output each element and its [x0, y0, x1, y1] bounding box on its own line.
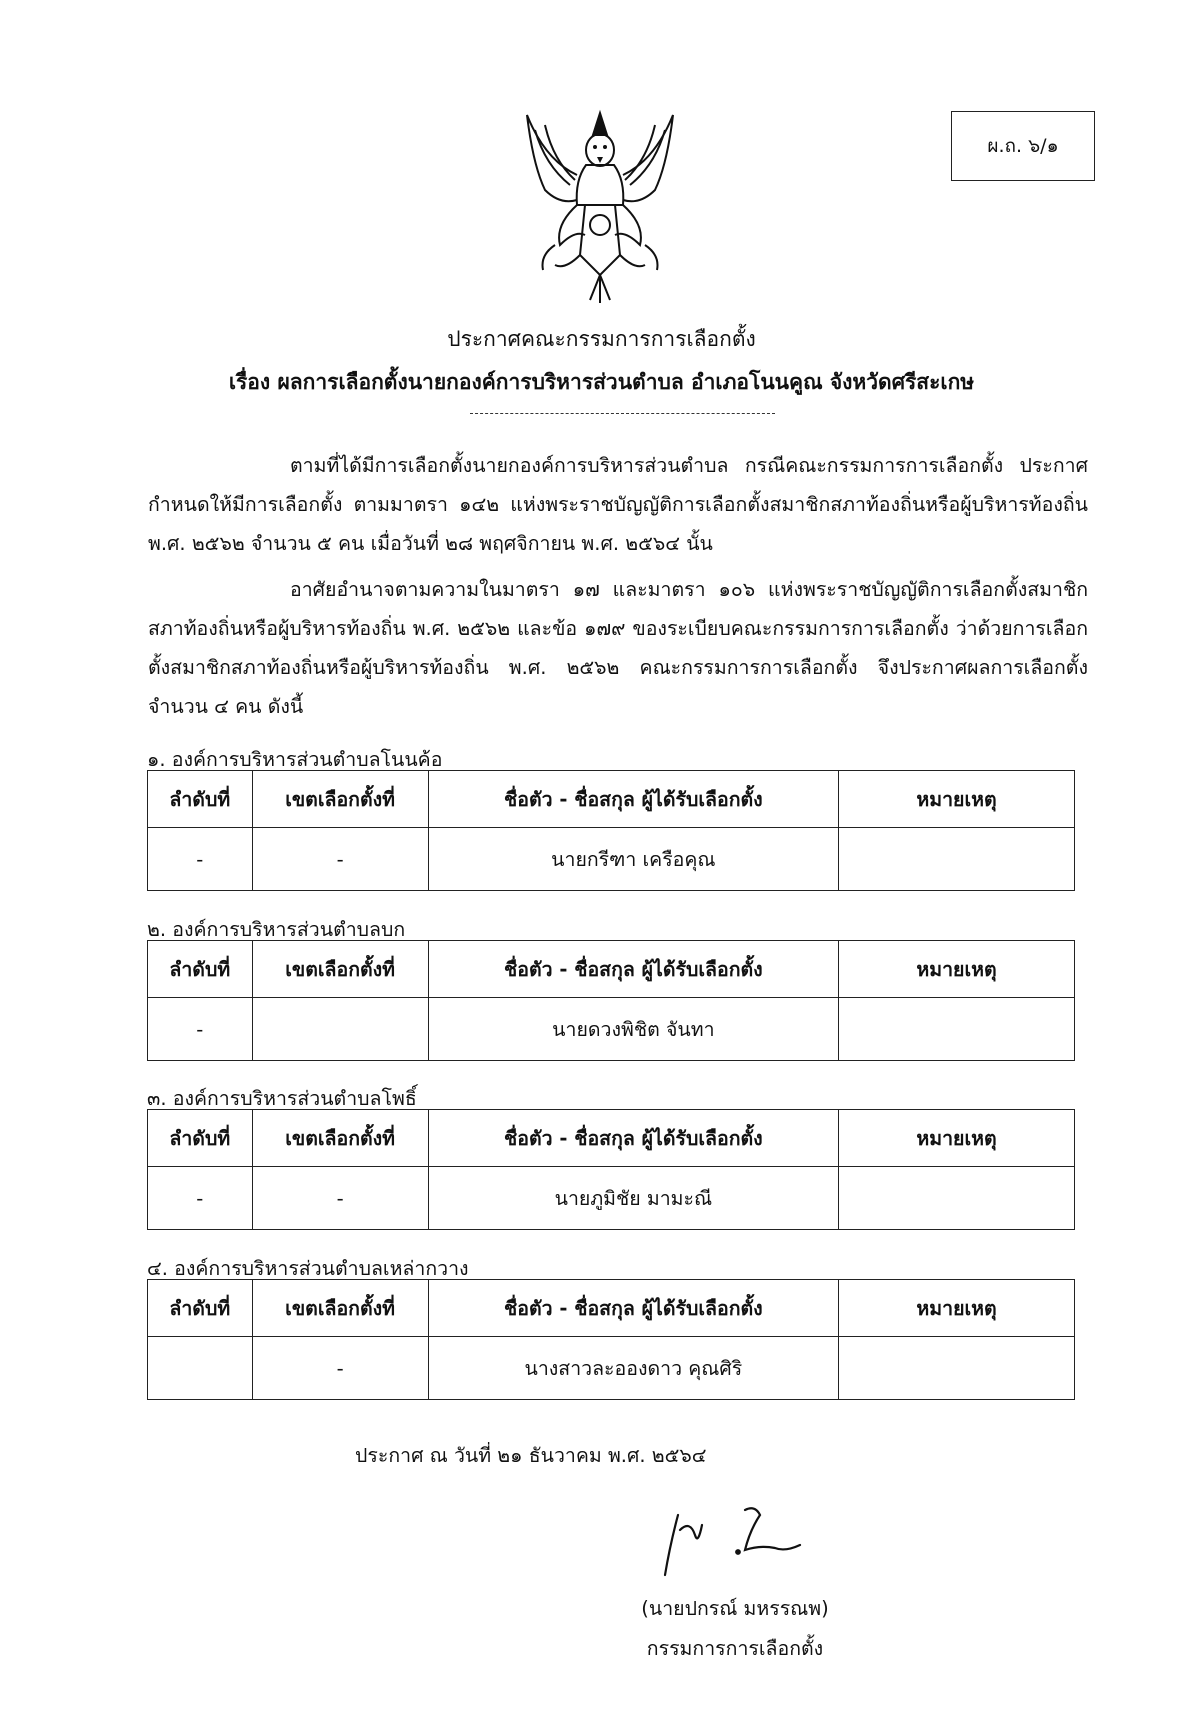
header-note: หมายเหตุ	[839, 1280, 1075, 1337]
cell-name: นายดวงพิชิต จันทา	[428, 998, 838, 1061]
header-note: หมายเหตุ	[839, 771, 1075, 828]
header-order: ลำดับที่	[148, 771, 253, 828]
result-table-2	[147, 940, 1075, 1061]
header-name: ชื่อตัว - ชื่อสกุล ผู้ได้รับเลือกตั้ง	[428, 1110, 838, 1167]
form-code: ผ.ถ. ๖/๑	[987, 135, 1059, 157]
paragraph-2-text: อาศัยอำนาจตามความในมาตรา ๑๗ และมาตรา ๑๐๖ แห่งพระราชบัญญัติการเลือกตั้งสมาชิกสภาท้องถิ่นหรือผู้บริหารท้องถิ่น พ.ศ. ๒๕๖๒ และข้อ ๑๗๙ ของระเบียบคณะกรรมการการเลือกตั้ง ว่าด้วยการเลือกตั้งสมาชิกสภาท้องถิ่นหรือผู้บริหารท้องถิ่น พ.ศ. ๒๕๖๒ คณะกรรมการการเลือกตั้ง จึงประกาศผลการเลือกตั้ง จำนวน ๔ คน ดังนี้	[148, 578, 1088, 718]
garuda-emblem-icon	[515, 105, 685, 305]
header-district: เขตเลือกตั้งที่	[252, 941, 428, 998]
form-code-box	[951, 111, 1095, 181]
signer-position: กรรมการการเลือกตั้ง	[646, 1637, 824, 1660]
header-district: เขตเลือกตั้งที่	[252, 771, 428, 828]
cell-note	[839, 998, 1075, 1061]
cell-district	[252, 998, 428, 1061]
section-2-label: ๒. องค์การบริหารส่วนตำบลบก	[147, 918, 406, 941]
announcement-title: ประกาศคณะกรรมการการเลือกตั้ง	[447, 327, 756, 351]
section-4-label: ๔. องค์การบริหารส่วนตำบลเหล่ากวาง	[147, 1257, 469, 1280]
header-name: ชื่อตัว - ชื่อสกุล ผู้ได้รับเลือกตั้ง	[428, 1280, 839, 1337]
cell-order	[148, 1337, 253, 1400]
cell-order: -	[148, 998, 253, 1061]
section-3-label: ๓. องค์การบริหารส่วนตำบลโพธิ์	[147, 1087, 417, 1110]
result-table-1	[147, 770, 1075, 891]
cell-name: นายกรีฑา เครือคุณ	[428, 828, 838, 891]
title-divider	[470, 413, 775, 414]
signer-name: (นายปกรณ์ มหรรณพ)	[641, 1597, 829, 1620]
cell-note	[839, 1167, 1075, 1230]
header-district: เขตเลือกตั้งที่	[252, 1280, 428, 1337]
announcement-subject: เรื่อง ผลการเลือกตั้งนายกองค์การบริหารส่วนตำบล อำเภอโนนคูณ จังหวัดศรีสะเกษ	[228, 370, 975, 394]
header-note: หมายเหตุ	[839, 1110, 1075, 1167]
header-name: ชื่อตัว - ชื่อสกุล ผู้ได้รับเลือกตั้ง	[428, 771, 838, 828]
header-note: หมายเหตุ	[839, 941, 1075, 998]
header-order: ลำดับที่	[148, 941, 253, 998]
cell-district: -	[252, 828, 428, 891]
paragraph-1	[148, 446, 1088, 563]
header-district: เขตเลือกตั้งที่	[252, 1110, 428, 1167]
cell-name: นางสาวละอองดาว คุณศิริ	[428, 1337, 839, 1400]
cell-order: -	[148, 828, 253, 891]
header-name: ชื่อตัว - ชื่อสกุล ผู้ได้รับเลือกตั้ง	[428, 941, 838, 998]
signature-image	[650, 1490, 870, 1580]
paragraph-1-text: ตามที่ได้มีการเลือกตั้งนายกองค์การบริหารส่วนตำบล กรณีคณะกรรมการการเลือกตั้ง ประกาศกำหนดให้มีการเลือกตั้ง ตามมาตรา ๑๔๒ แห่งพระราชบัญญัติการเลือกตั้งสมาชิกสภาท้องถิ่นหรือผู้บริหารท้องถิ่น พ.ศ. ๒๕๖๒ จำนวน ๕ คน เมื่อวันที่ ๒๘ พฤศจิกายน พ.ศ. ๒๕๖๔ นั้น	[148, 454, 1088, 555]
cell-district: -	[252, 1167, 428, 1230]
cell-note	[839, 1337, 1075, 1400]
header-order: ลำดับที่	[148, 1110, 253, 1167]
section-1-label: ๑. องค์การบริหารส่วนตำบลโนนค้อ	[147, 748, 443, 771]
announcement-date: ประกาศ ณ วันที่ ๒๑ ธันวาคม พ.ศ. ๒๕๖๔	[355, 1444, 707, 1467]
paragraph-2	[148, 570, 1088, 726]
cell-district: -	[252, 1337, 428, 1400]
cell-note	[839, 828, 1075, 891]
header-order: ลำดับที่	[148, 1280, 253, 1337]
result-table-3	[147, 1109, 1075, 1230]
result-table-4	[147, 1279, 1075, 1400]
cell-name: นายภูมิชัย มามะณี	[428, 1167, 838, 1230]
cell-order: -	[148, 1167, 253, 1230]
